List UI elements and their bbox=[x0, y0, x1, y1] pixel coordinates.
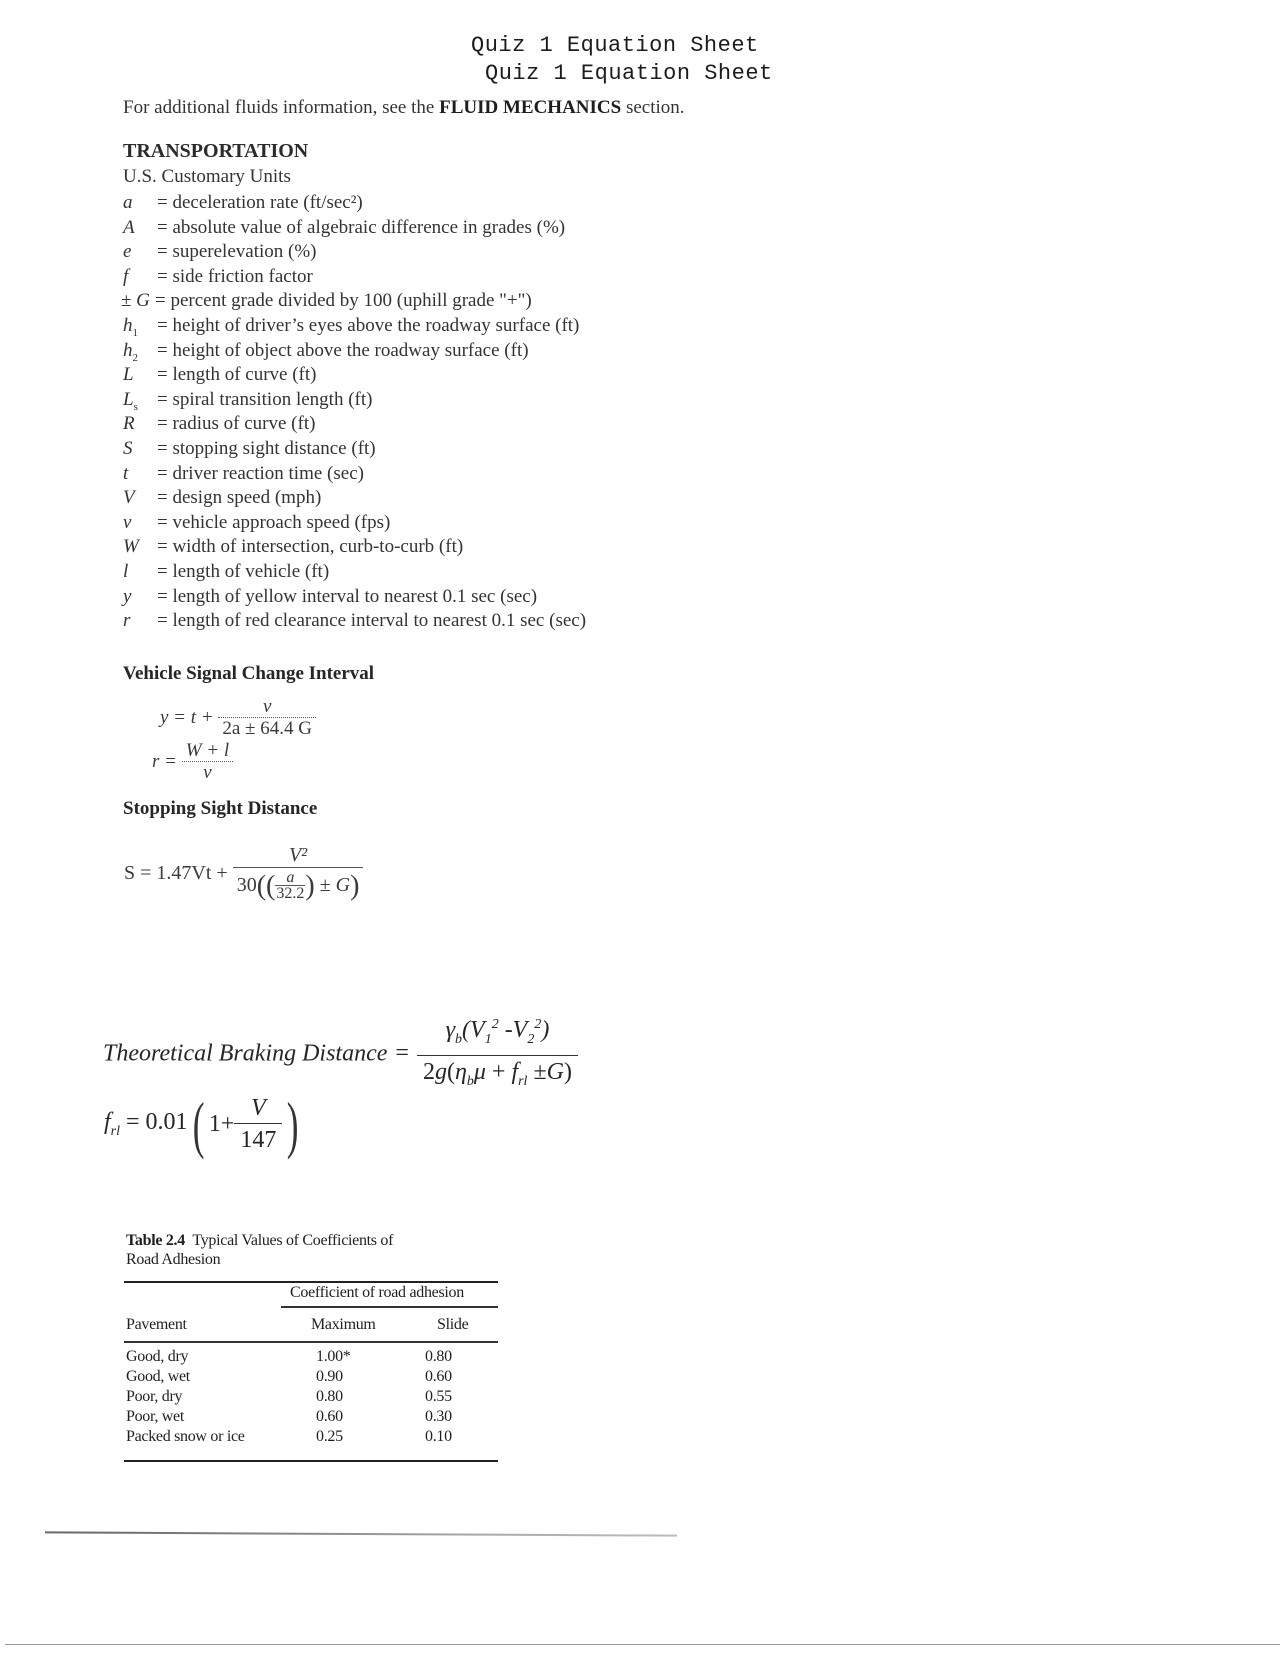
table-row bbox=[126, 1407, 498, 1427]
red-lhs: r = bbox=[152, 750, 182, 772]
cell-slide: 0.55 bbox=[425, 1388, 452, 1405]
definition-text: = percent grade divided by 100 (uphill grade "+") bbox=[155, 290, 532, 312]
frl-lhs: $f_{rl} = 0.01$ bbox=[104, 1109, 188, 1139]
ssd-numerator: V² bbox=[233, 843, 364, 868]
ssd-den-suffix: ± G bbox=[319, 874, 351, 896]
frl-fraction bbox=[234, 1093, 282, 1156]
column-header-maximum: Maximum bbox=[311, 1316, 376, 1333]
hand-drawn-line bbox=[45, 1531, 677, 1536]
column-header-pavement: Pavement bbox=[126, 1316, 187, 1333]
cell-pavement: Poor, wet bbox=[126, 1408, 184, 1425]
symbol-letter: ± G bbox=[121, 290, 150, 312]
definition-symbol bbox=[121, 265, 157, 290]
definition-row bbox=[121, 609, 586, 634]
frl-numerator: V bbox=[234, 1093, 282, 1124]
red-fraction bbox=[182, 741, 233, 784]
ssd-inner-den: 32.2 bbox=[276, 885, 305, 903]
symbol-letter: h bbox=[123, 339, 133, 361]
intro-bold-ref: FLUID MECHANICS bbox=[439, 97, 622, 118]
definition-symbol bbox=[121, 216, 157, 241]
cell-maximum: 0.25 bbox=[316, 1428, 343, 1445]
definition-text: = side friction factor bbox=[157, 265, 313, 287]
definition-symbol bbox=[121, 535, 157, 560]
table-body bbox=[126, 1347, 498, 1447]
definition-row bbox=[121, 585, 586, 610]
definition-text: = length of red clearance interval to nearest 0.1 sec (sec) bbox=[157, 610, 587, 632]
intro-note bbox=[123, 97, 685, 119]
definition-symbol bbox=[121, 560, 157, 585]
symbol-letter: a bbox=[123, 192, 133, 213]
stopping-sight-equation bbox=[124, 843, 363, 903]
ssd-denominator: 30(( $\frac{a}{32.2}$ ) ± G) bbox=[236, 869, 360, 903]
definition-row bbox=[121, 412, 586, 437]
ssd-inner-fraction bbox=[275, 870, 305, 902]
definition-text: = vehicle approach speed (fps) bbox=[157, 511, 391, 533]
definition-symbol bbox=[121, 240, 157, 265]
cell-maximum: 0.60 bbox=[316, 1408, 343, 1425]
cell-maximum: 0.90 bbox=[316, 1368, 343, 1385]
cell-pavement: Poor, dry bbox=[126, 1388, 183, 1405]
symbol-letter: e bbox=[123, 241, 132, 263]
table-row bbox=[126, 1347, 498, 1367]
definition-row bbox=[121, 388, 586, 413]
symbol-letter: R bbox=[123, 413, 135, 435]
section-title: TRANSPORTATION bbox=[123, 140, 309, 162]
definition-row bbox=[121, 191, 586, 216]
red-denominator: v bbox=[203, 762, 212, 783]
table-row bbox=[126, 1387, 498, 1407]
definition-row bbox=[121, 437, 586, 462]
definition-row bbox=[121, 363, 586, 388]
definition-symbol bbox=[121, 486, 157, 511]
symbol-subscript: s bbox=[133, 400, 138, 413]
braking-equals: = bbox=[395, 1040, 409, 1067]
cell-pavement: Good, dry bbox=[126, 1348, 189, 1365]
definition-symbol bbox=[121, 412, 157, 437]
yellow-numerator: v bbox=[218, 697, 316, 718]
section-units: U.S. Customary Units bbox=[123, 166, 291, 187]
table-group-rule bbox=[281, 1306, 498, 1308]
ssd-den-prefix: 30 bbox=[236, 874, 257, 896]
page-bottom-edge bbox=[5, 1644, 1280, 1645]
table-bottom-rule bbox=[124, 1460, 498, 1462]
definition-row bbox=[121, 511, 586, 536]
symbol-letter: l bbox=[123, 560, 129, 582]
definition-symbol bbox=[121, 437, 157, 462]
cell-maximum: 0.80 bbox=[316, 1388, 343, 1405]
definition-text: = radius of curve (ft) bbox=[157, 413, 316, 435]
braking-numerator: $\gamma_b(V_1^2$ $-V_2^2$) bbox=[417, 1010, 578, 1056]
definition-text: = length of yellow interval to nearest 0.1 sec (sec) bbox=[157, 585, 538, 607]
ssd-fraction bbox=[233, 843, 364, 903]
table-group-header: Coefficient of road adhesion bbox=[290, 1284, 464, 1301]
table-caption-line2: Road Adhesion bbox=[126, 1251, 221, 1268]
definition-symbol bbox=[121, 363, 157, 388]
definition-row bbox=[121, 289, 586, 314]
definition-row bbox=[121, 560, 586, 585]
yellow-lhs: y = t + bbox=[160, 706, 219, 728]
braking-distance-equation bbox=[103, 1010, 578, 1098]
symbol-letter: V bbox=[123, 487, 135, 509]
definition-row bbox=[121, 216, 586, 241]
definition-text: = length of vehicle (ft) bbox=[157, 560, 330, 582]
definition-symbol bbox=[121, 462, 157, 487]
cell-maximum: 1.00* bbox=[316, 1348, 351, 1365]
ssd-lhs: S = 1.47Vt + bbox=[124, 861, 228, 884]
yellow-fraction bbox=[218, 697, 316, 740]
symbol-letter: h bbox=[123, 314, 133, 336]
intro-suffix: section. bbox=[621, 97, 685, 118]
red-numerator: W + l bbox=[182, 741, 233, 762]
symbol-subscript: 2 bbox=[132, 351, 138, 364]
ssd-inner-num: a bbox=[275, 870, 305, 886]
definition-text: = stopping sight distance (ft) bbox=[157, 437, 376, 459]
intro-prefix: For additional fluids information, see the bbox=[123, 97, 440, 118]
symbol-letter: t bbox=[123, 462, 129, 484]
right-paren: ) bbox=[287, 1088, 299, 1160]
yellow-interval-equation bbox=[160, 697, 316, 740]
definition-symbol bbox=[121, 609, 157, 634]
definition-symbol bbox=[121, 511, 157, 536]
table-header-rule bbox=[124, 1341, 498, 1343]
table-caption-text: Typical Values of Coefficients of bbox=[192, 1232, 394, 1249]
definition-text: = height of driver’s eyes above the roadway surface (ft) bbox=[157, 314, 580, 336]
definition-row bbox=[121, 535, 586, 560]
symbol-letter: A bbox=[123, 216, 135, 238]
cell-pavement: Packed snow or ice bbox=[126, 1428, 245, 1445]
definition-text: = deceleration rate (ft/sec²) bbox=[157, 192, 363, 213]
symbol-letter: L bbox=[123, 388, 134, 410]
definition-text: = absolute value of algebraic difference in grades (%) bbox=[157, 216, 566, 238]
symbol-letter: y bbox=[123, 585, 132, 607]
table-row bbox=[126, 1367, 498, 1387]
braking-fraction bbox=[417, 1010, 578, 1098]
definition-text: = spiral transition length (ft) bbox=[157, 388, 373, 410]
table-top-rule bbox=[124, 1281, 498, 1283]
definitions-list bbox=[121, 191, 586, 634]
table-caption bbox=[126, 1231, 393, 1269]
definition-text: = design speed (mph) bbox=[157, 487, 322, 509]
column-header-slide: Slide bbox=[437, 1316, 469, 1333]
symbol-letter: W bbox=[123, 536, 139, 558]
symbol-letter: L bbox=[123, 364, 134, 386]
definition-text: = height of object above the roadway surface (ft) bbox=[157, 339, 529, 361]
definition-symbol bbox=[121, 585, 157, 610]
symbol-letter: r bbox=[123, 610, 131, 632]
braking-lhs: Theoretical Braking Distance bbox=[103, 1040, 388, 1067]
signal-change-heading: Vehicle Signal Change Interval bbox=[123, 663, 375, 684]
definition-row bbox=[121, 486, 586, 511]
cell-slide: 0.60 bbox=[425, 1368, 452, 1385]
cell-slide: 0.10 bbox=[425, 1428, 452, 1445]
definition-symbol bbox=[121, 191, 157, 216]
definition-text: = width of intersection, curb-to-curb (ft) bbox=[157, 536, 464, 558]
symbol-subscript: 1 bbox=[132, 326, 138, 339]
frl-one-plus: 1+ bbox=[208, 1111, 235, 1137]
page-title: Quiz 1 Equation Sheet bbox=[471, 33, 759, 58]
table-number: Table 2.4 bbox=[126, 1232, 185, 1249]
definition-row bbox=[121, 339, 586, 364]
definition-row bbox=[121, 265, 586, 290]
cell-pavement: Good, wet bbox=[126, 1368, 190, 1385]
definition-symbol bbox=[121, 289, 155, 314]
definition-text: = length of curve (ft) bbox=[157, 364, 317, 386]
definition-row bbox=[121, 314, 586, 339]
definition-row bbox=[121, 462, 586, 487]
page-title-duplicate: Quiz 1 Equation Sheet bbox=[485, 61, 773, 86]
symbol-letter: f bbox=[123, 265, 129, 287]
braking-denominator: $2g(\eta_b\mu + f_{rl} \pm G)$ bbox=[422, 1058, 572, 1089]
rolling-friction-equation bbox=[104, 1088, 304, 1160]
table-row bbox=[126, 1427, 498, 1447]
symbol-letter: S bbox=[123, 437, 133, 459]
left-paren: ( bbox=[192, 1088, 205, 1160]
stopping-sight-heading: Stopping Sight Distance bbox=[123, 798, 318, 819]
cell-slide: 0.30 bbox=[425, 1408, 452, 1425]
definition-text: = superelevation (%) bbox=[157, 241, 317, 263]
cell-slide: 0.80 bbox=[425, 1348, 452, 1365]
frl-denominator: 147 bbox=[240, 1127, 277, 1153]
yellow-denominator: 2a ± 64.4 G bbox=[222, 718, 312, 739]
red-clearance-equation bbox=[152, 741, 233, 784]
definition-text: = driver reaction time (sec) bbox=[157, 462, 364, 484]
definition-row bbox=[121, 240, 586, 265]
symbol-letter: v bbox=[123, 511, 132, 533]
